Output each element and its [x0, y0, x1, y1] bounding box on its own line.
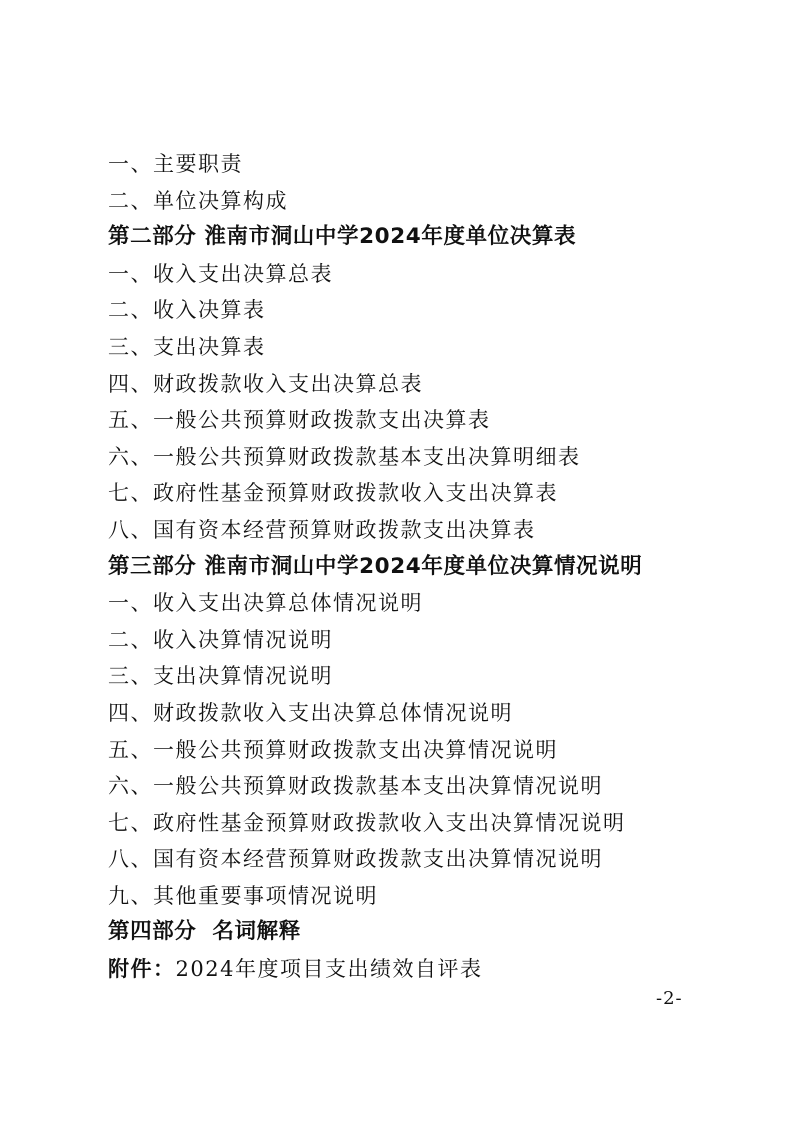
section-heading-part4 [108, 914, 728, 951]
toc-item: 一、收入支出决算总体情况说明 [108, 591, 423, 616]
section-label: 第三部分 [108, 553, 197, 579]
toc-item: 二、收入决算情况说明 [108, 627, 333, 652]
toc-item: 二、单位决算构成 [108, 188, 288, 213]
attachment-text: 2024年度项目支出绩效自评表 [175, 957, 483, 982]
section-title: 名词解释 [212, 919, 301, 945]
section-heading-part2 [108, 219, 728, 256]
toc-item: 六、一般公共预算财政拨款基本支出决算情况说明 [108, 774, 603, 799]
section-label: 第四部分 [108, 919, 197, 945]
toc-item: 三、支出决算表 [108, 334, 266, 359]
attachment-line [108, 951, 728, 988]
toc-item: 四、财政拨款收入支出决算总表 [108, 371, 423, 396]
toc-item: 六、一般公共预算财政拨款基本支出决算明细表 [108, 444, 581, 469]
toc-item: 一、收入支出决算总表 [108, 261, 333, 286]
toc-item: 一、主要职责 [108, 152, 243, 176]
page-number: -2- [656, 988, 683, 1009]
toc-item: 四、财政拨款收入支出决算总体情况说明 [108, 700, 513, 725]
toc-item: 七、政府性基金预算财政拨款收入支出决算表 [108, 481, 558, 506]
toc-item: 八、国有资本经营预算财政拨款支出决算情况说明 [108, 847, 603, 872]
toc-item: 二、收入决算表 [108, 298, 266, 323]
section-title: 淮南市洞山中学2024年度单位决算情况说明 [204, 553, 643, 579]
toc-item: 五、一般公共预算财政拨款支出决算情况说明 [108, 737, 558, 762]
attachment-label: 附件： [108, 957, 176, 982]
section-label: 第二部分 [108, 224, 197, 250]
section-title: 淮南市洞山中学2024年度单位决算表 [204, 224, 577, 250]
table-of-contents [108, 146, 728, 988]
toc-item: 八、国有资本经营预算财政拨款支出决算表 [108, 517, 536, 542]
toc-item: 七、政府性基金预算财政拨款收入支出决算情况说明 [108, 810, 626, 835]
toc-item: 三、支出决算情况说明 [108, 664, 333, 689]
section-heading-part3 [108, 549, 728, 586]
toc-item: 五、一般公共预算财政拨款支出决算表 [108, 408, 491, 433]
toc-item: 九、其他重要事项情况说明 [108, 883, 378, 908]
